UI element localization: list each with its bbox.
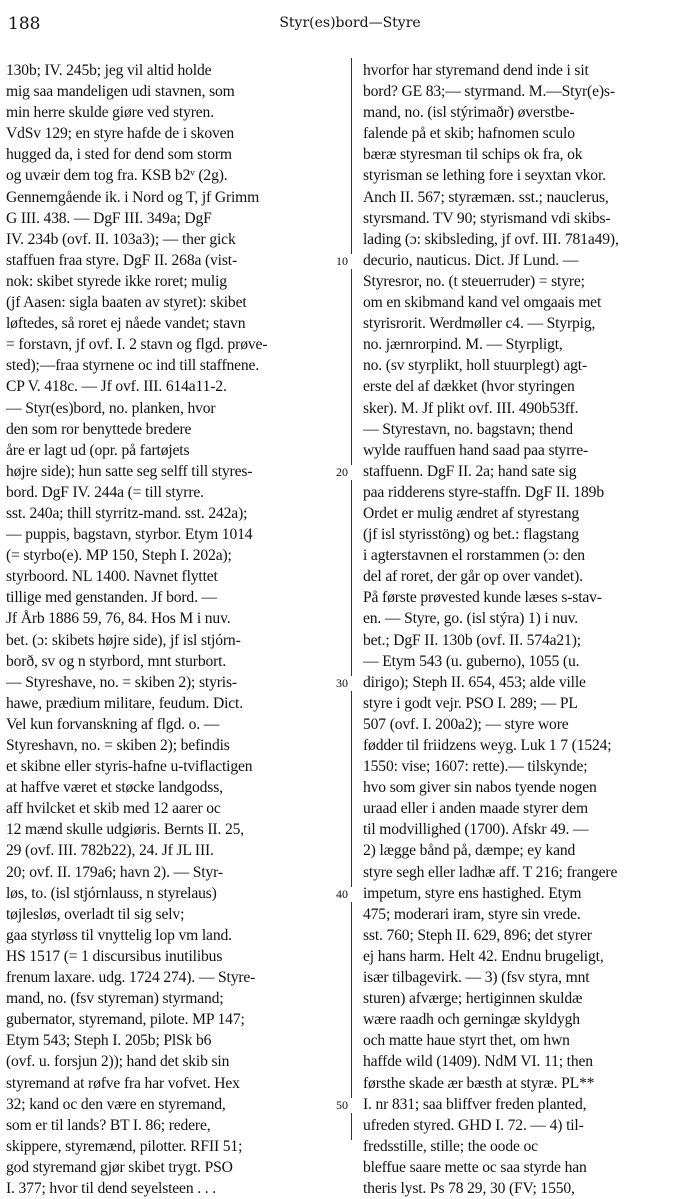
text-line: højre side); hun satte seg selff till styres- — [6, 462, 253, 480]
text-line: løftedes, så roret ej nåede vandet; stavn — [6, 315, 246, 333]
text-line: tillige med genstanden. Jf bord. — — [6, 589, 218, 607]
text-line: tøjlesløs, overladt til sig selv; — [6, 905, 185, 923]
text-line: 2) lægge bånd på, dæmpe; ey kand — [363, 842, 576, 860]
text-line: På første prøvested kunde læses s-stav- — [363, 589, 602, 607]
page-number: 188 — [8, 14, 41, 34]
text-line: en. — Styre, go. (isl stýra) 1) i nuv. — [363, 610, 579, 628]
text-line: Ordet er mulig ændret af styrestang — [363, 504, 580, 522]
text-line: åre er lagt ud (opr. på fartøjets — [6, 441, 190, 459]
text-line: bleffue saare mette oc saa styrde han — [363, 1158, 587, 1176]
text-line: styrboord. NL 1400. Navnet flyttet — [6, 568, 218, 586]
text-line: styrisrorit. Werdmøller c4. — Styrpig, — [363, 315, 596, 333]
text-line: i agterstavnen el rorstammen (ɔ: den — [363, 547, 585, 565]
text-line: bet. (ɔ: skibets højre side), jf isl stjórn- — [6, 631, 241, 649]
text-line: mand, no. (fsv styreman) styrmand; — [6, 990, 224, 1008]
running-head: Styr(es)bord—Styre — [279, 15, 421, 31]
text-line: wylde rauffuen hand saad paa styrre- — [363, 441, 589, 459]
text-line: gaa styrløss til vnyttelig lop vm land. — [6, 926, 232, 944]
text-line: impetum, styre ens hastighed. Etym — [363, 884, 582, 902]
text-line: bord. DgF IV. 244a (= till styrre. — [6, 483, 204, 501]
page-header — [6, 14, 694, 34]
text-line: 475; moderari iram, styre sin vrede. — [363, 905, 581, 923]
text-line: (jf Aasen: sigla baaten av styret): skibet — [6, 294, 247, 312]
text-line: HS 1517 (= 1 discursibus inutilibus — [6, 947, 223, 965]
text-line: borð, sv og n styrbord, mnt sturbort. — [6, 652, 227, 670]
text-line: frenum laxare. udg. 1724 274). — Styre- — [6, 969, 256, 987]
text-line: sker). M. Jf plikt ovf. III. 490b53ff. — [363, 399, 579, 417]
text-line: — Styr(es)bord, no. planken, hvor — [6, 399, 216, 417]
text-line: 130b; IV. 245b; jeg vil altid holde — [6, 62, 212, 79]
text-line: hvo som giver sin nabos tyende nogen — [363, 779, 597, 797]
text-line: at haffve været et støcke landgodss, — [6, 779, 223, 797]
line-number: 50 — [324, 1098, 360, 1113]
text-line: hvorfor har styremand dend inde i sit — [363, 62, 589, 79]
line-number: 30 — [324, 676, 360, 691]
text-line: god styremand gjør skibet trygt. PSO — [6, 1158, 233, 1176]
line-number: 10 — [324, 254, 360, 269]
column-rule — [351, 58, 352, 1140]
text-line: min herre skulde giøre ved styren. — [6, 104, 214, 122]
text-line: hawe, prædium militare, feudum. Dict. — [6, 694, 243, 712]
text-line: sted);—fraa styrnene oc ind till staffnene. — [6, 357, 260, 375]
line-number: 40 — [324, 887, 360, 902]
text-line: ufreden styred. GHD I. 72. — 4) til- — [363, 1116, 584, 1134]
text-line: Anch II. 567; styræmæn. sst.; nauclerus, — [363, 188, 609, 206]
text-line: skippere, styremænd, pilotter. RFII 51; — [6, 1137, 243, 1155]
text-line: til modvillighed (1700). Afskr 49. — — [363, 821, 589, 839]
text-line: Etym 543; Steph I. 205b; PlSk b6 — [6, 1032, 212, 1050]
text-line: del af roret, der går op over vandet). — [363, 568, 583, 586]
text-line: I. nr 831; saa bliffver freden planted, — [363, 1095, 587, 1113]
text-line: løs, to. (isl stjórnlauss, n styrelaus) — [6, 884, 217, 902]
text-line: uraad eller i anden maade styrer dem — [363, 800, 588, 818]
text-line: — Styreshave, no. = skiben 2); styris- — [6, 673, 237, 691]
text-line: 32; kand oc den være en styremand, — [6, 1095, 226, 1113]
text-line: haffde wild (1409). NdM VI. 11; then — [363, 1053, 593, 1071]
text-line: og uvæir dem tog fra. KSB b2ᵛ (2g). — [6, 167, 228, 185]
text-line: førsthe skade ær bæsth at styræ. PL** — [363, 1074, 595, 1092]
text-line: ej hans harm. Helt 42. Endnu brugeligt, — [363, 947, 604, 965]
text-line: om en skibmand kand vel omgaais met — [363, 294, 602, 312]
text-line: 507 (ovf. I. 200a2); — styre wore — [363, 715, 569, 733]
left-column — [6, 60, 344, 1199]
text-line: gubernator, styremand, pilote. MP 147; — [6, 1011, 245, 1029]
text-line: fredsstille, stille; the oode oc — [363, 1137, 538, 1155]
text-line: IV. 234b (ovf. II. 103a3); — ther gick — [6, 230, 236, 248]
text-line: styre segh eller ladhæ aff. T 216; frangere — [363, 863, 618, 881]
text-line: G III. 438. — DgF III. 349a; DgF — [6, 209, 212, 227]
text-line: theris lyst. Ps 78 29, 30 (FV; 1550, — [363, 1179, 575, 1197]
text-line: styre i godt vejr. PSO I. 289; — PL — [363, 694, 578, 712]
text-line: mig saa mandeligen udi stavnen, som — [6, 83, 235, 101]
text-line: fødder til friidzens weyg. Luk 1 7 (1524; — [363, 737, 612, 754]
text-line: (jf isl styrisstöng) og bet.: flagstang — [363, 526, 579, 544]
text-line: = forstavn, jf ovf. I. 2 stavn og flgd. prøve- — [6, 336, 268, 354]
text-line: et skibne eller styris-hafne u-tviflactigen — [6, 758, 253, 776]
text-line: falende på et skib; hafnomen sculo — [363, 125, 575, 143]
text-line: Vel kun forvanskning af flgd. o. — — [6, 715, 220, 733]
text-line: paa ridderens styre-staffn. DgF II. 189b — [363, 483, 604, 501]
right-column — [363, 60, 694, 1199]
text-line: mand, no. (isl stýrimaðr) øverstbe- — [363, 104, 575, 122]
text-line: Gennemgående ik. i Nord og T, jf Grimm — [6, 188, 260, 206]
text-line: lading (ɔ: skibsleding, jf ovf. III. 781a49), — [363, 230, 619, 248]
text-line: styremand at røfve fra har vofvet. Hex — [6, 1074, 240, 1092]
text-line: I. 377; hvor til dend seyelsteen . . . — [6, 1179, 216, 1197]
text-line: staffuen fraa styre. DgF II. 268a (vist- — [6, 251, 238, 269]
text-line: VdSv 129; en styre hafde de i skoven — [6, 125, 235, 143]
text-line: sst. 760; Steph II. 629, 896; det styrer — [363, 926, 592, 944]
text-line: som er til lands? BT I. 86; redere, — [6, 1116, 211, 1134]
text-line: Styresror, no. (t steuerruder) = styre; — [363, 272, 585, 290]
text-line: staffuenn. DgF II. 2a; hand sate sig — [363, 462, 577, 480]
text-line: især tilbagevirk. — 3) (fsv styra, mnt — [363, 969, 590, 987]
text-line: nok: skibet styrede ikke roret; mulig — [6, 272, 227, 290]
text-line: bæræ styresman til schips ok fra, ok — [363, 146, 583, 164]
text-line: — Etym 543 (u. guberno), 1055 (u. — [363, 652, 580, 670]
text-line: (ovf. u. forsjun 2)); hand det skib sin — [6, 1053, 230, 1071]
text-line: 29 (ovf. III. 782b22), 24. Jf JL III. — [6, 842, 214, 860]
text-line: Jf Årb 1886 59, 76, 84. Hos M i nuv. — [6, 610, 231, 628]
text-line: Styreshavn, no. = skiben 2); befindis — [6, 737, 230, 754]
text-line: 12 mænd skulle udgiøris. Bernts II. 25, — [6, 821, 245, 839]
text-line: och matte haue styrt thet, om hwn — [363, 1032, 570, 1050]
text-line: (= styrbo(e). MP 150, Steph I. 202a); — [6, 547, 232, 565]
text-line: bet.; DgF II. 130b (ovf. II. 574a21); — [363, 631, 581, 649]
text-line: erste del af dækket (hvor styringen — [363, 378, 575, 396]
line-number: 20 — [324, 465, 360, 480]
text-line: wære raadh och gerningæ skyldygh — [363, 1011, 580, 1029]
text-line: — Styrestavn, no. bagstavn; thend — [363, 420, 573, 438]
text-line: sst. 240a; thill styrritz-mand. sst. 242a); — [6, 504, 248, 522]
text-line: no. jærnrorpind. M. — Styrpligt, — [363, 336, 563, 354]
text-line: aff hvilcket et skib med 12 aarer oc — [6, 800, 221, 818]
text-line: styrisman se lething fore i seyxtan vkor. — [363, 167, 606, 185]
text-line: dirigo); Steph II. 654, 453; alde ville — [363, 673, 586, 691]
text-line: 20; ovf. II. 179a6; havn 2). — Styr- — [6, 863, 223, 881]
text-line: CP V. 418c. — Jf ovf. III. 614a11-2. — [6, 378, 227, 396]
text-line: styrsmand. TV 90; styrismand vdi skibs- — [363, 209, 611, 227]
text-line: den som ror benyttede bredere — [6, 420, 192, 438]
text-line: bord? GE 83;— styrmand. M.—Styr(e)s- — [363, 83, 615, 101]
text-line: decurio, nauticus. Dict. Jf Lund. — — [363, 251, 579, 269]
text-line: sturen) afværge; hertiginnen skuldæ — [363, 990, 583, 1008]
text-line: 1550: vise; 1607: rette).— tilskynde; — [363, 758, 588, 776]
text-line: hugged da, i sted for dend som storm — [6, 146, 232, 164]
text-line: no. (sv styrplikt, holl stuurplegt) agt- — [363, 357, 587, 375]
text-line: — puppis, bagstavn, styrbor. Etym 1014 — [6, 526, 253, 544]
